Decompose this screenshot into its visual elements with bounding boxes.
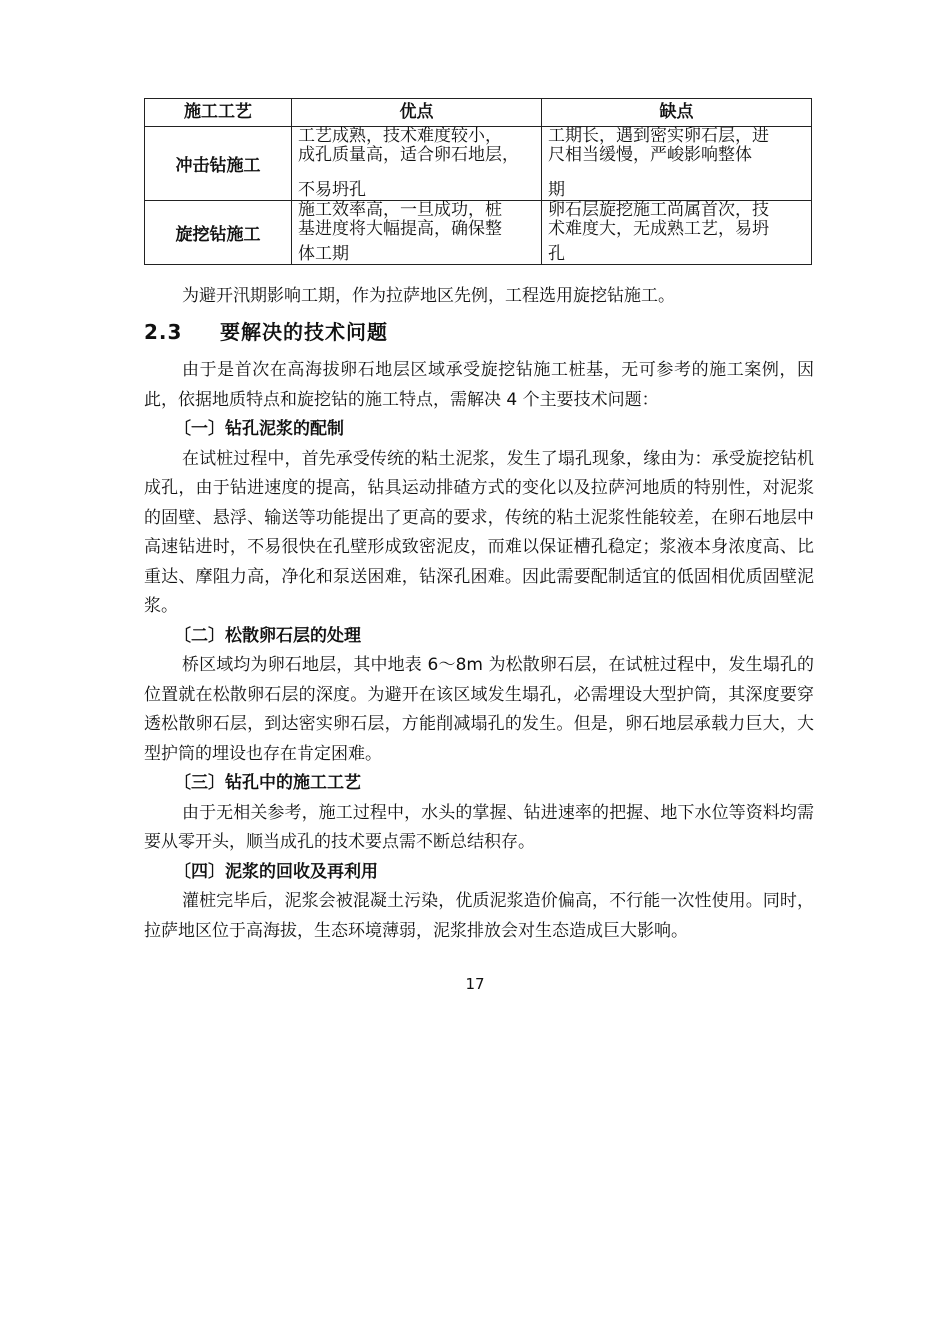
paragraph: 由于是首次在高海拔卵石地层区域承受旋挖钻施工桩基，无可参考的施工案例，因此，依据地质特点和旋挖钻的施工特点，需解决 4 个主要技术问题： [144,360,814,410]
subheading: 〔四〕泥浆的回收及再利用 [174,861,378,882]
section-body [144,356,814,946]
subheading: 〔一〕钻孔泥浆的配制 [174,419,344,439]
cell-line: 成孔质量高，适合卵石地层， [298,145,519,165]
cons-cell [542,127,812,201]
table-header-cell: 优点 [292,99,542,127]
cell-line: 工艺成熟，技术难度较小， [298,126,502,146]
cons-cell [542,201,812,265]
pros-cell [292,201,542,265]
cell-line: 期 [548,180,565,200]
cell-line: 尺相当缓慢，严峻影响整体 [548,145,752,165]
paragraph: 由于无相关参考，施工过程中，水头的掌握、钻进速率的把握、地下水位等资料均需要从零开头，顺当成孔的技术要点需不断总结积存。 [144,802,814,852]
row-name-cell: 冲击钻施工 [145,127,292,201]
cell-line: 不易坍孔 [298,180,366,200]
cell-line: 施工效率高，一旦成功，桩 [298,200,502,220]
section-title: 要解决的技术问题 [220,320,388,344]
page-number: 17 [465,975,485,993]
paragraph: 灌桩完毕后，泥浆会被混凝土污染，优质泥浆造价偏高，不行能一次性使用。同时，拉萨地区位于高海拔，生态环境薄弱，泥浆排放会对生态造成巨大影响。 [144,891,814,941]
paragraph: 桥区域均为卵石地层，其中地表 6～8m 为松散卵石层，在试桩过程中，发生塌孔的位置就在松散卵石层的深度。为避开在该区域发生塌孔，必需埋设大型护筒，其深度要穿透松散卵石层，到达密实卵石层，方能削减塌孔的发生。但是，卵石地层承载力巨大，大型护筒的埋设也存在肯定困难。 [144,655,814,764]
paragraph: 在试桩过程中，首先承受传统的粘土泥浆，发生了塌孔现象，缘由为：承受旋挖钻机成孔，由于钻进速度的提高，钻具运动排碴方式的变化以及拉萨河地质的特别性，对泥浆的固壁、悬浮、输送等功能提出了更高的要求，传统的粘土泥浆性能较差，在卵石地层中高速钻进时，不易很快在孔壁形成致密泥皮，而难以保证槽孔稳定；浆液本身浓度高、比重达、摩阻力高，净化和泵送困难，钻深孔困难。因此需要配制适宜的低固相优质固壁泥浆。 [144,448,814,616]
table-header-row [145,99,812,127]
section-number: 2.3 [144,320,183,344]
section-heading [144,316,388,345]
cell-line: 术难度大，无成熟工艺，易坍 [548,219,769,239]
table-header-cell: 施工工艺 [145,99,292,127]
table-note: 为避开汛期影响工期，作为拉萨地区先例，工程选用旋挖钻施工。 [182,286,675,306]
cell-line: 基进度将大幅提高，确保整 [298,219,502,239]
table-header-cell: 缺点 [542,99,812,127]
subheading: 〔三〕钻孔中的施工工艺 [174,773,361,793]
cell-line: 体工期 [298,244,349,264]
pros-cell [292,127,542,201]
cell-line: 孔 [548,244,565,264]
cell-line: 工期长，遇到密实卵石层，进 [548,126,769,146]
table-row [145,127,812,201]
cell-line: 卵石层旋挖施工尚属首次，技 [548,200,769,220]
subheading: 〔二〕松散卵石层的处理 [174,625,361,646]
comparison-table [144,98,812,265]
table-row [145,201,812,265]
row-name-cell: 旋挖钻施工 [145,201,292,265]
